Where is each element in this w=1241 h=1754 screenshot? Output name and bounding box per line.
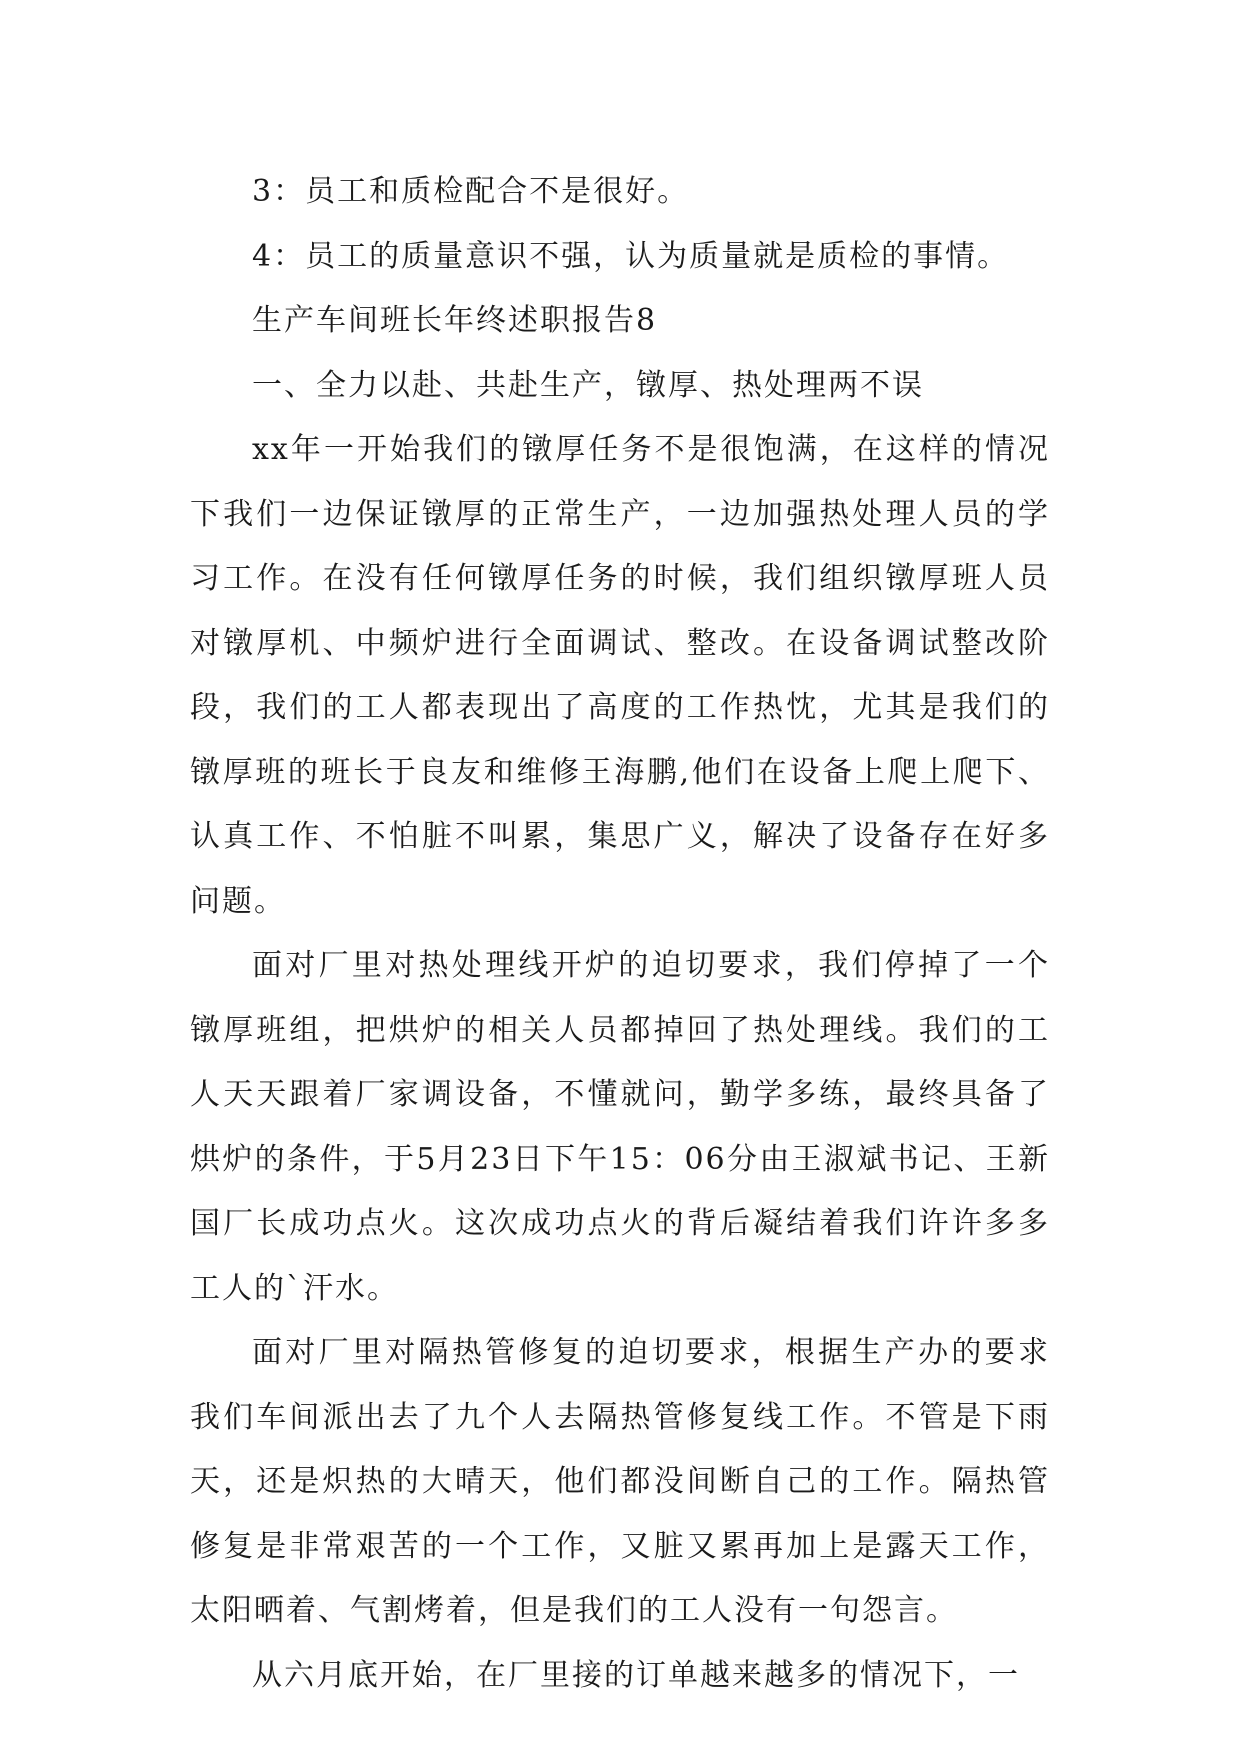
body-paragraph: 面对厂里对隔热管修复的迫切要求，根据生产办的要求我们车间派出去了九个人去隔热管修复线工作。不管是下雨天，还是炽热的大晴天，他们都没间断自己的工作。隔热管修复是非常艰苦的一个工作，又脏又累再加上是露天工作，太阳晒着、气割烤着，但是我们的工人没有一句怨言。: [190, 1335, 1050, 1628]
document-body: [190, 160, 1050, 1708]
paragraph-item-3: 3：员工和质检配合不是很好。: [252, 174, 690, 209]
body-paragraph: xx年一开始我们的镦厚任务不是很饱满，在这样的情况下我们一边保证镦厚的正常生产，一边加强热处理人员的学习工作。在没有任何镦厚任务的时候，我们组织镦厚班人员对镦厚机、中频炉进行全面调试、整改。在设备调试整改阶段，我们的工人都表现出了高度的工作热忱，尤其是我们的镦厚班的班长于良友和维修王海鹏,他们在设备上爬上爬下、认真工作、不怕脏不叫累，集思广义，解决了设备存在好多问题。: [190, 432, 1050, 919]
section-title: 生产车间班长年终述职报告8: [252, 303, 658, 338]
section-heading-1: 一、全力以赴、共赴生产，镦厚、热处理两不误: [252, 367, 924, 403]
paragraph-item-4: 4：员工的质量意识不强，认为质量就是质检的事情。: [252, 238, 1010, 274]
body-paragraph: 面对厂里对热处理线开炉的迫切要求，我们停掉了一个镦厚班组，把烘炉的相关人员都掉回了热处理线。我们的工人天天跟着厂家调设备，不懂就问，勤学多练，最终具备了烘炉的条件，于5月23日下午15：06分由王淑斌书记、王新国厂长成功点火。这次成功点火的背后凝结着我们许许多多工人的`汗水。: [190, 948, 1050, 1306]
body-paragraph: 从六月底开始，在厂里接的订单越来越多的情况下，一: [252, 1657, 1020, 1693]
